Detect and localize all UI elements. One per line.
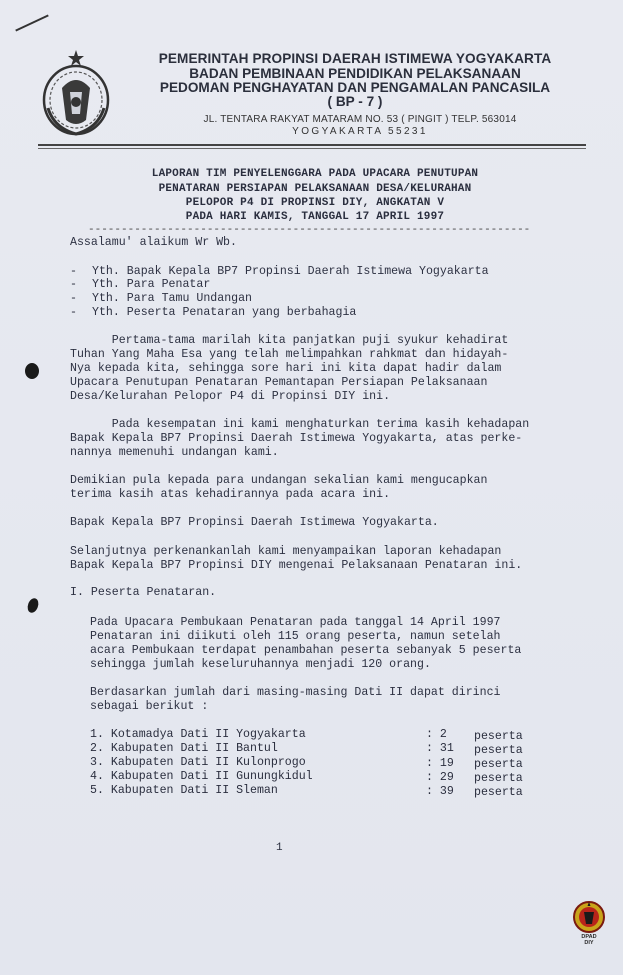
header-line-1: PEMERINTAH PROPINSI DAERAH ISTIMEWA YOGYAKARTA bbox=[158, 51, 552, 66]
addressee-4: Yth. Peserta Penataran yang berbahagia bbox=[92, 306, 357, 319]
header-rule-thin bbox=[38, 148, 586, 149]
para1-line-5: Desa/Kelurahan Pelopor P4 di Propinsi DIY ini. bbox=[70, 390, 391, 403]
section-heading: I. Peserta Penataran. bbox=[70, 586, 217, 599]
list-item-count: : 31 bbox=[426, 742, 454, 755]
para3-line-1: Demikian pula kepada para undangan sekalian kami mengucapkan bbox=[70, 474, 488, 487]
para1-line-3: Nya kepada kita, sehingga sore hari ini kita dapat hadir dalam bbox=[70, 362, 502, 375]
page-number: 1 bbox=[276, 842, 283, 854]
yogyakarta-emblem-icon bbox=[40, 48, 112, 138]
para7-line-2: sebagai berikut : bbox=[90, 700, 209, 713]
para6-line-3: acara Pembukaan terdapat penambahan peserta sebanyak 5 peserta bbox=[90, 644, 522, 657]
report-title-line-1: LAPORAN TIM PENYELENGGARA PADA UPACARA PENUTUPAN bbox=[151, 168, 479, 180]
header-line-3: PEDOMAN PENGHAYATAN DAN PENGAMALAN PANCASILA bbox=[159, 80, 551, 95]
para2-line-1: Pada kesempatan ini kami menghaturkan terima kasih kehadapan bbox=[70, 418, 530, 431]
list-item-count: : 39 bbox=[426, 785, 454, 798]
greeting: Assalamu' alaikum Wr Wb. bbox=[70, 236, 237, 249]
stamp-label-line-1: DPAD bbox=[581, 934, 597, 940]
para1-line-4: Upacara Penutupan Penataran Pemantapan Persiapan Pelaksanaan bbox=[70, 376, 488, 389]
bullet-dash: - bbox=[70, 278, 77, 291]
para5-line-1: Selanjutnya perkenankanlah kami menyampaikan laporan kehadapan bbox=[70, 545, 502, 558]
para7-line-1: Berdasarkan jumlah dari masing-masing Dati II dapat dirinci bbox=[90, 686, 501, 699]
para4: Bapak Kepala BP7 Propinsi Daerah Istimewa Yogyakarta. bbox=[70, 516, 439, 529]
bullet-dash: - bbox=[70, 306, 77, 319]
list-item-unit: peserta bbox=[474, 758, 523, 771]
report-title-line-2: PENATARAN PERSIAPAN PELAKSANAAN DESA/KELURAHAN bbox=[158, 183, 472, 195]
header-city: YOGYAKARTA 55231 bbox=[292, 126, 428, 137]
list-item-count: : 19 bbox=[426, 757, 454, 770]
para2-line-2: Bapak Kepala BP7 Propinsi Daerah Istimewa Yogyakarta, atas perke- bbox=[70, 432, 523, 445]
punch-hole-mark bbox=[25, 363, 39, 379]
report-title-line-3: PELOPOR P4 DI PROPINSI DIY, ANGKATAN V bbox=[185, 197, 445, 209]
para6-line-1: Pada Upacara Pembukaan Penataran pada tanggal 14 April 1997 bbox=[90, 616, 501, 629]
header-address: JL. TENTARA RAKYAT MATARAM NO. 53 ( PINGIT ) TELP. 563014 bbox=[203, 114, 517, 125]
para5-line-2: Bapak Kepala BP7 Propinsi DIY mengenai Pelaksanaan Penataran ini. bbox=[70, 559, 523, 572]
list-item-unit: peserta bbox=[474, 744, 523, 757]
para2-line-3: nannya memenuhi undangan kami. bbox=[70, 446, 279, 459]
para1-line-1: Pertama-tama marilah kita panjatkan puji syukur kehadirat bbox=[70, 334, 509, 347]
list-item-name: 3. Kabupaten Dati II Kulonprogo bbox=[90, 756, 306, 769]
bullet-dash: - bbox=[70, 292, 77, 305]
addressee-3: Yth. Para Tamu Undangan bbox=[92, 292, 253, 305]
stamp-label-line-2: DIY bbox=[584, 940, 594, 946]
dpad-logo-icon bbox=[572, 900, 606, 934]
bullet-dash: - bbox=[70, 265, 77, 278]
para6-line-2: Penataran ini diikuti oleh 115 orang peserta, namun setelah bbox=[90, 630, 501, 643]
dpad-diy-stamp bbox=[572, 900, 606, 952]
para6-line-4: sehingga jumlah keseluruhannya menjadi 120 orang. bbox=[90, 658, 431, 671]
addressee-1: Yth. Bapak Kepala BP7 Propinsi Daerah Istimewa Yogyakarta bbox=[92, 265, 489, 278]
dashed-separator: ------------------------------------------------------------------- bbox=[88, 224, 531, 236]
list-item-name: 1. Kotamadya Dati II Yogyakarta bbox=[90, 728, 306, 741]
para1-line-2: Tuhan Yang Maha Esa yang telah melimpahkan rahkmat dan hidayah- bbox=[70, 348, 509, 361]
header-line-4: ( BP - 7 ) bbox=[327, 94, 383, 109]
list-item-count: : 29 bbox=[426, 771, 454, 784]
header-rule-thick bbox=[38, 144, 586, 146]
list-item-count: : 2 bbox=[426, 728, 447, 741]
list-item-unit: peserta bbox=[474, 772, 523, 785]
list-item-unit: peserta bbox=[474, 730, 523, 743]
list-item-name: 4. Kabupaten Dati II Gunungkidul bbox=[90, 770, 313, 783]
addressee-2: Yth. Para Penatar bbox=[92, 278, 211, 291]
header-line-2: BADAN PEMBINAAN PENDIDIKAN PELAKSANAAN bbox=[189, 66, 521, 81]
para3-line-2: terima kasih atas kehadirannya pada acara ini. bbox=[70, 488, 391, 501]
list-item-name: 5. Kabupaten Dati II Sleman bbox=[90, 784, 278, 797]
list-item-unit: peserta bbox=[474, 786, 523, 799]
list-item-name: 2. Kabupaten Dati II Bantul bbox=[90, 742, 278, 755]
report-title-line-4: PADA HARI KAMIS, TANGGAL 17 APRIL 1997 bbox=[185, 211, 445, 223]
